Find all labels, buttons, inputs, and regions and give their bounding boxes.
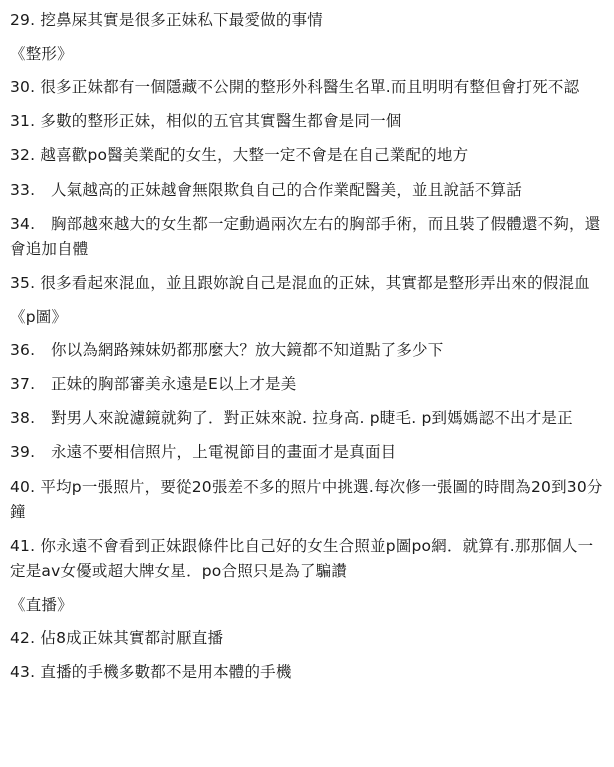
section-heading: 《整形》 [10, 45, 73, 64]
list-item: 41. 你永遠不會看到正妹跟條件比自己好的女生合照並p圖po網．就算有.那那個人一定是av女優或超大牌女星．po合照只是為了騙讚 [10, 536, 594, 580]
list-item: 37. 正妹的胸部審美永遠是E以上才是美 [10, 375, 297, 394]
list-item: 39. 永遠不要相信照片，上電視節目的畫面才是真面目 [10, 443, 397, 462]
list-item: 34. 胸部越來越大的女生都一定動過兩次左右的胸部手術，而且裝了假體還不夠，還會追加自體 [10, 214, 601, 258]
list-item: 38. 對男人來說濾鏡就夠了．對正妹來說. 拉身高. p睫毛. p到媽媽認不出才是正 [10, 409, 573, 428]
list-item: 36. 你以為網路辣妹奶都那麼大？放大鏡都不知道點了多少下 [10, 341, 444, 360]
list-item: 32. 越喜歡po醫美業配的女生，大整一定不會是在自己業配的地方 [10, 146, 469, 165]
list-item: 43. 直播的手機多數都不是用本體的手機 [10, 663, 292, 682]
section-heading: 《直播》 [10, 595, 73, 614]
list-item: 42. 佔8成正妹其實都討厭直播 [10, 629, 224, 648]
list-item: 29. 挖鼻屎其實是很多正妹私下最愛做的事情 [10, 11, 323, 29]
list-item: 30. 很多正妹都有一個隱藏不公開的整形外科醫生名單.而且明明有整但會打死不認 [10, 78, 580, 97]
section-heading: 《p圖》 [10, 307, 68, 326]
list-item: 31. 多數的整形正妹，相似的五官其實醫生都會是同一個 [10, 112, 402, 131]
list-item: 40. 平均p一張照片，要從20張差不多的照片中挑選.每次修一張圖的時間為20到30分鐘 [10, 477, 603, 521]
list-item: 33. 人氣越高的正妹越會無限欺負自己的合作業配醫美，並且說話不算話 [10, 180, 522, 199]
list-item: 35. 很多看起來混血，並且跟妳說自己是混血的正妹，其實都是整形弄出來的假混血 [10, 273, 590, 292]
